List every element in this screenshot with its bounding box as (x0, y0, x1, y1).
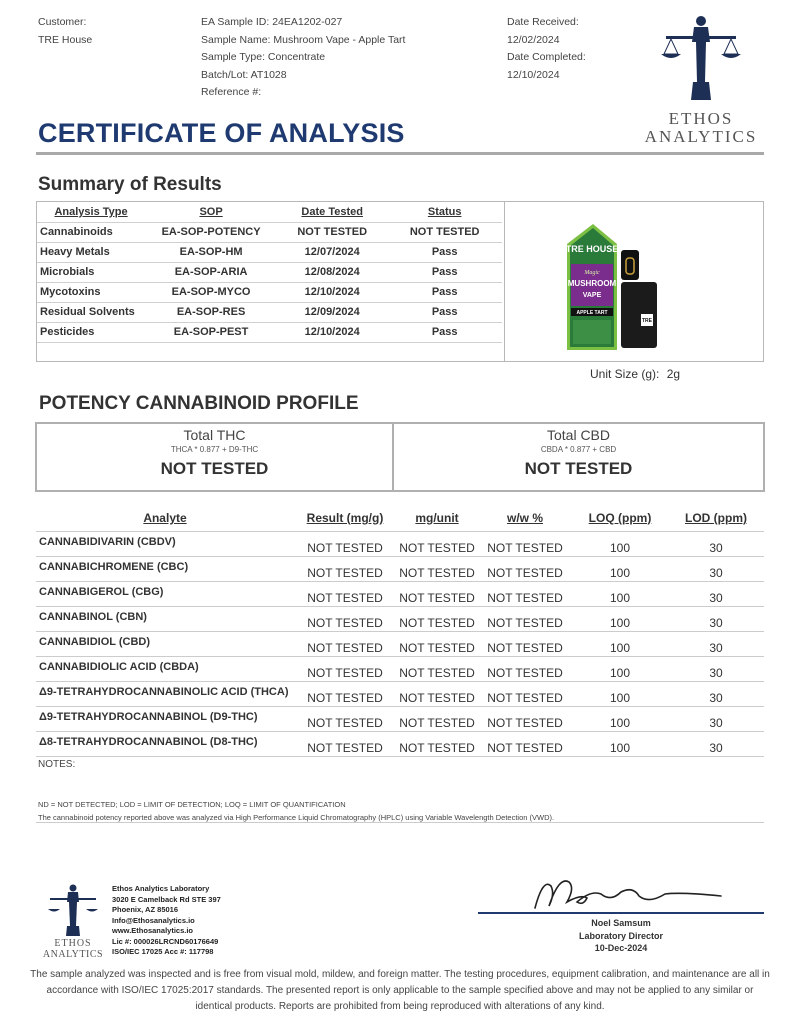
logo-analytics-text: ANALYTICS (644, 127, 758, 146)
date-received: 12/02/2024 (507, 33, 560, 46)
total-cbd-formula: CBDA * 0.877 + CBD (540, 445, 617, 454)
result-mg-g: NOT TESTED (294, 606, 396, 631)
page-title: CERTIFICATE OF ANALYSIS (38, 118, 405, 148)
summary-row (37, 242, 502, 262)
analyte-name: CANNABICHROMENE (CBC) (36, 556, 294, 581)
result-mg-g: NOT TESTED (294, 681, 396, 706)
sop: EA-SOP-PEST (145, 322, 277, 342)
unit-size (590, 367, 680, 381)
lod: 30 (668, 581, 764, 606)
summary-row (37, 322, 502, 342)
sop: EA-SOP-RES (145, 302, 277, 322)
sample-type: Sample Type: Concentrate (201, 51, 326, 63)
sample-id: EA Sample ID: 24EA1202-027 (201, 16, 343, 28)
table-row (36, 556, 764, 581)
lab-address-line2: Phoenix, AZ 85016 (112, 905, 178, 914)
analysis-type: Mycotoxins (37, 282, 145, 302)
total-cbd-title: Total CBD (546, 427, 611, 443)
customer-label: Customer: (38, 16, 87, 28)
date-tested: 12/10/2024 (277, 282, 387, 302)
col-date-tested: Date Tested (301, 205, 363, 218)
mg-unit: NOT TESTED (396, 606, 478, 631)
date-completed-label: Date Completed: (507, 51, 586, 63)
unit-size-label: Unit Size (g): (590, 367, 660, 381)
vape-device-image (621, 250, 657, 348)
lab-iso: ISO/IEC 17025 Acc #: 117798 (112, 947, 214, 956)
status: NOT TESTED (387, 222, 502, 242)
potency-summary-box (35, 422, 765, 492)
batch-lot: Batch/Lot: AT1028 (201, 68, 287, 81)
svg-text:TRE HOUSE: TRE HOUSE (565, 244, 619, 254)
date-tested: 12/07/2024 (277, 242, 387, 262)
status: Pass (387, 282, 502, 302)
col-sop: SOP (199, 205, 223, 218)
status: Pass (387, 262, 502, 282)
table-row (36, 706, 764, 731)
dates-block (507, 14, 586, 84)
analyte-name: CANNABIGEROL (CBG) (36, 581, 294, 606)
signatory-name: Noel Samsum (591, 918, 651, 928)
loq: 100 (572, 531, 668, 556)
ww-percent: NOT TESTED (478, 581, 572, 606)
table-row (36, 681, 764, 706)
analysis-type: Residual Solvents (37, 302, 145, 322)
summary-row (37, 302, 502, 322)
sop: EA-SOP-MYCO (145, 282, 277, 302)
disclaimer: The sample analyzed was inspected and is free from visual mold, mildew, and foreign matter. The testing procedures, equipment calibration, and maintenance are all in accordance with ISO/IEC 17025:2017 standards. The presented report is only applicable to the sample specified above and may not be applied to any similar or identical products. Reports are prohibited from being reproduced with alterations of any kind. (30, 969, 770, 1012)
total-thc-value: NOT TESTED (160, 459, 269, 478)
lod: 30 (668, 631, 764, 656)
result-mg-g: NOT TESTED (294, 556, 396, 581)
col-analysis-type: Analysis Type (54, 205, 128, 218)
summary-row (37, 282, 502, 302)
analyte-name: Δ9-TETRAHYDROCANNABINOLIC ACID (THCA) (36, 681, 294, 706)
lab-name: Ethos Analytics Laboratory (112, 884, 210, 893)
footer-logo (36, 882, 110, 960)
svg-text:VAPE: VAPE (582, 292, 602, 299)
lod: 30 (668, 731, 764, 756)
analyte-name: Δ8-TETRAHYDROCANNABINOL (D8-THC) (36, 731, 294, 756)
sop: EA-SOP-HM (145, 242, 277, 262)
svg-text:APPLE TART: APPLE TART (576, 310, 608, 316)
unit-size-value: 2g (666, 367, 681, 381)
ww-percent: NOT TESTED (478, 606, 572, 631)
result-mg-g: NOT TESTED (294, 706, 396, 731)
col-status: Status (427, 205, 462, 218)
scales-of-justice-icon (48, 885, 98, 937)
lod: 30 (668, 556, 764, 581)
mg-unit: NOT TESTED (396, 631, 478, 656)
result-mg-g: NOT TESTED (294, 531, 396, 556)
total-thc-formula: THCA * 0.877 + D9-THC (170, 445, 259, 454)
table-row (36, 531, 764, 556)
sample-info-block (201, 14, 405, 102)
sop: EA-SOP-ARIA (145, 262, 277, 282)
col-lod: LOD (ppm) (685, 510, 747, 525)
svg-text:ANALYTICS: ANALYTICS (42, 949, 104, 960)
mg-unit: NOT TESTED (396, 556, 478, 581)
lab-email: Info@Ethosanalytics.io (112, 915, 195, 925)
mg-unit: NOT TESTED (396, 656, 478, 681)
summary-row (37, 262, 502, 282)
sample-name: Sample Name: Mushroom Vape - Apple Tart (201, 33, 406, 46)
title-divider (36, 152, 764, 155)
mg-unit: NOT TESTED (396, 706, 478, 731)
status: Pass (387, 322, 502, 342)
analyte-name: CANNABIDIVARIN (CBDV) (36, 531, 294, 556)
abbreviation-note: ND = NOT DETECTED; LOD = LIMIT OF DETECTION; LOQ = LIMIT OF QUANTIFICATION (38, 800, 346, 809)
analysis-type: Heavy Metals (37, 242, 145, 262)
col-ww-percent: w/w % (506, 510, 543, 525)
lod: 30 (668, 656, 764, 681)
lab-website: www.Ethosanalytics.io (112, 926, 193, 935)
loq: 100 (572, 606, 668, 631)
status: Pass (387, 302, 502, 322)
status: Pass (387, 242, 502, 262)
ww-percent: NOT TESTED (478, 656, 572, 681)
date-tested: NOT TESTED (277, 222, 387, 242)
total-cbd-value: NOT TESTED (524, 459, 633, 478)
method-note: The cannabinoid potency reported above was analyzed via High Performance Liquid Chromatography (HPLC) using Variable Wavelength Detection (VWD). (38, 813, 555, 822)
analysis-type: Pesticides (37, 322, 145, 342)
svg-text:ETHOS: ETHOS (54, 938, 92, 949)
summary-panel (36, 201, 764, 362)
table-row (36, 656, 764, 681)
lod: 30 (668, 706, 764, 731)
notes-label: NOTES: (38, 759, 76, 770)
loq: 100 (572, 581, 668, 606)
mg-unit: NOT TESTED (396, 681, 478, 706)
summary-table (37, 202, 502, 343)
loq: 100 (572, 681, 668, 706)
total-thc-title: Total THC (183, 427, 246, 443)
date-received-label: Date Received: (507, 16, 579, 28)
lab-address-line1: 3020 E Camelback Rd STE 397 (112, 894, 221, 904)
table-row (36, 581, 764, 606)
mg-unit: NOT TESTED (396, 581, 478, 606)
signature-image (525, 868, 725, 916)
col-mg-unit: mg/unit (415, 510, 459, 525)
date-tested: 12/09/2024 (277, 302, 387, 322)
total-cbd-panel (394, 424, 763, 490)
analyte-name: CANNABINOL (CBN) (36, 606, 294, 631)
sop: EA-SOP-POTENCY (145, 222, 277, 242)
analysis-type: Microbials (37, 262, 145, 282)
notes-divider (36, 822, 764, 823)
signature-line (478, 912, 764, 914)
loq: 100 (572, 731, 668, 756)
result-mg-g: NOT TESTED (294, 581, 396, 606)
summary-row (37, 222, 502, 242)
loq: 100 (572, 631, 668, 656)
analyte-table (36, 505, 764, 757)
signature-date: 10-Dec-2024 (594, 943, 648, 953)
ww-percent: NOT TESTED (478, 531, 572, 556)
mg-unit: NOT TESTED (396, 731, 478, 756)
reference: Reference #: (201, 86, 262, 98)
table-row (36, 631, 764, 656)
table-row (36, 731, 764, 756)
loq: 100 (572, 706, 668, 731)
loq: 100 (572, 556, 668, 581)
lab-license: Lic #: 000026LRCND60176649 (112, 936, 219, 946)
customer-block (38, 14, 92, 49)
product-box-image (566, 224, 619, 350)
lod: 30 (668, 681, 764, 706)
result-mg-g: NOT TESTED (294, 631, 396, 656)
date-completed: 12/10/2024 (507, 68, 560, 81)
signatory-block (478, 917, 764, 955)
col-result: Result (mg/g) (306, 510, 384, 525)
total-thc-panel (37, 424, 392, 490)
ww-percent: NOT TESTED (478, 731, 572, 756)
mg-unit: NOT TESTED (396, 531, 478, 556)
ethos-logo (636, 12, 766, 146)
col-analyte: Analyte (143, 510, 187, 525)
lod: 30 (668, 606, 764, 631)
analyte-name: CANNABIDIOL (CBD) (36, 631, 294, 656)
potency-heading: POTENCY CANNABINOID PROFILE (39, 393, 359, 414)
analysis-type: Cannabinoids (37, 222, 145, 242)
result-mg-g: NOT TESTED (294, 656, 396, 681)
loq: 100 (572, 656, 668, 681)
svg-text:MUSHROOM: MUSHROOM (567, 279, 617, 288)
date-tested: 12/10/2024 (277, 322, 387, 342)
lod: 30 (668, 531, 764, 556)
logo-ethos-text: ETHOS (668, 109, 734, 128)
analyte-name: CANNABIDIOLIC ACID (CBDA) (36, 656, 294, 681)
date-tested: 12/08/2024 (277, 262, 387, 282)
customer-name: TRE House (38, 33, 93, 46)
svg-text:Magic: Magic (584, 270, 600, 276)
table-row (36, 606, 764, 631)
col-loq: LOQ (ppm) (588, 510, 652, 525)
product-image (504, 202, 764, 361)
ww-percent: NOT TESTED (478, 556, 572, 581)
scales-of-justice-icon (661, 16, 741, 100)
analyte-name: Δ9-TETRAHYDROCANNABINOL (D9-THC) (36, 706, 294, 731)
result-mg-g: NOT TESTED (294, 731, 396, 756)
ww-percent: NOT TESTED (478, 681, 572, 706)
svg-text:TRE: TRE (642, 318, 652, 324)
signatory-role: Laboratory Director (578, 930, 664, 941)
summary-heading: Summary of Results (38, 174, 222, 195)
ww-percent: NOT TESTED (478, 631, 572, 656)
lab-contact-block (112, 884, 221, 958)
ww-percent: NOT TESTED (478, 706, 572, 731)
